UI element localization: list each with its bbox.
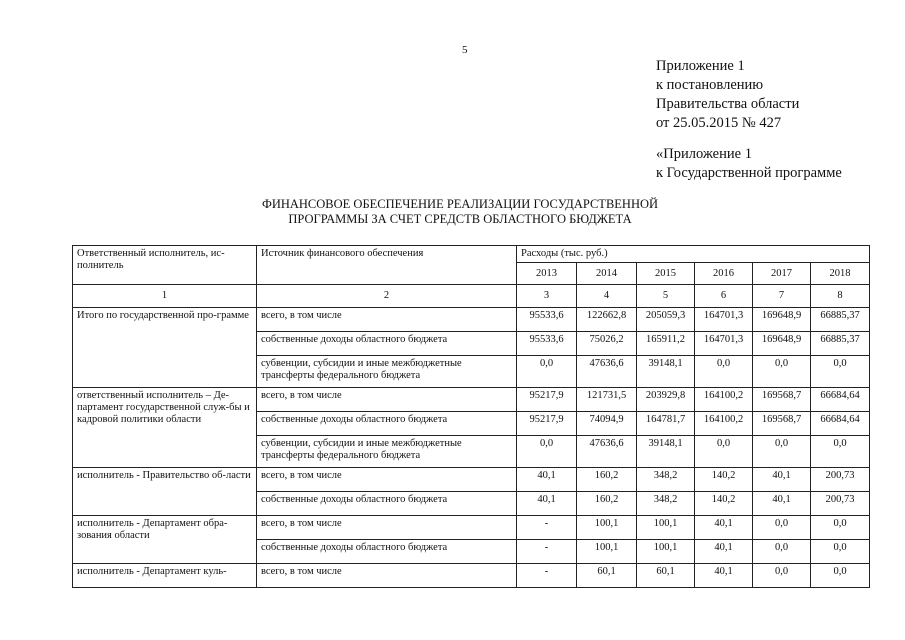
value-cell: 95217,9 [517, 388, 577, 412]
source-cell: всего, в том числе [257, 468, 517, 492]
column-index: 4 [577, 285, 637, 308]
value-cell: 140,2 [695, 492, 753, 516]
value-cell: 203929,8 [637, 388, 695, 412]
value-cell: 169568,7 [753, 388, 811, 412]
value-cell: 47636,6 [577, 436, 637, 468]
value-cell: 100,1 [577, 516, 637, 540]
source-cell: всего, в том числе [257, 308, 517, 332]
value-cell: 160,2 [577, 492, 637, 516]
source-cell: собственные доходы областного бюджета [257, 492, 517, 516]
executor-cell: ответственный исполнитель – Де-партамент государственной служ-бы и кадровой политики области [73, 388, 257, 468]
source-cell: всего, в том числе [257, 564, 517, 588]
value-cell: 40,1 [517, 468, 577, 492]
value-cell: 169648,9 [753, 332, 811, 356]
value-cell: 66885,37 [811, 332, 870, 356]
source-cell: всего, в том числе [257, 516, 517, 540]
value-cell: 74094,9 [577, 412, 637, 436]
header-year: 2015 [637, 263, 695, 285]
source-cell: субвенции, субсидии и иные межбюджетные трансферты федерального бюджета [257, 356, 517, 388]
value-cell: - [517, 516, 577, 540]
value-cell: 348,2 [637, 492, 695, 516]
value-cell: 60,1 [577, 564, 637, 588]
header-year: 2018 [811, 263, 870, 285]
value-cell: 0,0 [811, 564, 870, 588]
value-cell: 95533,6 [517, 332, 577, 356]
header-year: 2013 [517, 263, 577, 285]
value-cell: 95533,6 [517, 308, 577, 332]
value-cell: 164701,3 [695, 308, 753, 332]
value-cell: 39148,1 [637, 436, 695, 468]
value-cell: 40,1 [695, 564, 753, 588]
value-cell: 122662,8 [577, 308, 637, 332]
column-index-row [73, 285, 870, 308]
appendix-line: к постановлению [656, 77, 764, 93]
value-cell: 164100,2 [695, 412, 753, 436]
page-number: 5 [462, 44, 468, 56]
value-cell: 100,1 [637, 516, 695, 540]
financing-table [72, 245, 870, 588]
header-executor: Ответственный исполнитель, ис-полнитель [73, 246, 257, 285]
value-cell: 100,1 [577, 540, 637, 564]
source-cell: собственные доходы областного бюджета [257, 332, 517, 356]
value-cell: 169648,9 [753, 308, 811, 332]
value-cell: 0,0 [695, 356, 753, 388]
value-cell: 0,0 [811, 516, 870, 540]
header-year: 2016 [695, 263, 753, 285]
value-cell: 66684,64 [811, 388, 870, 412]
value-cell: 40,1 [753, 468, 811, 492]
value-cell: 0,0 [517, 436, 577, 468]
value-cell: 0,0 [753, 356, 811, 388]
value-cell: 164100,2 [695, 388, 753, 412]
appendix-line: «Приложение 1 [656, 146, 752, 162]
source-cell: субвенции, субсидии и иные межбюджетные трансферты федерального бюджета [257, 436, 517, 468]
header-expenses: Расходы (тыс. руб.) [517, 246, 870, 263]
value-cell: 0,0 [695, 436, 753, 468]
header-year: 2017 [753, 263, 811, 285]
appendix-line: от 25.05.2015 № 427 [656, 115, 782, 131]
value-cell: 121731,5 [577, 388, 637, 412]
value-cell: 95217,9 [517, 412, 577, 436]
value-cell: 160,2 [577, 468, 637, 492]
value-cell: 169568,7 [753, 412, 811, 436]
value-cell: 60,1 [637, 564, 695, 588]
value-cell: 40,1 [517, 492, 577, 516]
value-cell: 66885,37 [811, 308, 870, 332]
value-cell: 40,1 [753, 492, 811, 516]
value-cell: 0,0 [753, 436, 811, 468]
table-row [73, 308, 870, 332]
value-cell: 0,0 [753, 540, 811, 564]
value-cell: 0,0 [811, 356, 870, 388]
value-cell: - [517, 540, 577, 564]
document-title [150, 197, 770, 227]
appendix-line: Приложение 1 [656, 58, 745, 74]
value-cell: 164781,7 [637, 412, 695, 436]
appendix-block [656, 57, 842, 183]
column-index: 3 [517, 285, 577, 308]
table-row [73, 388, 870, 412]
header-year: 2014 [577, 263, 637, 285]
header-source: Источник финансового обеспечения [257, 246, 517, 285]
value-cell: 164701,3 [695, 332, 753, 356]
source-cell: собственные доходы областного бюджета [257, 540, 517, 564]
title-line: ПРОГРАММЫ ЗА СЧЕТ СРЕДСТВ ОБЛАСТНОГО БЮДЖЕТА [288, 212, 632, 226]
value-cell: 0,0 [811, 436, 870, 468]
value-cell: 200,73 [811, 468, 870, 492]
value-cell: 0,0 [811, 540, 870, 564]
column-index: 5 [637, 285, 695, 308]
value-cell: 40,1 [695, 516, 753, 540]
value-cell: 205059,3 [637, 308, 695, 332]
value-cell: 0,0 [753, 516, 811, 540]
value-cell: 0,0 [753, 564, 811, 588]
table-row [73, 564, 870, 588]
value-cell: - [517, 564, 577, 588]
value-cell: 140,2 [695, 468, 753, 492]
table-row [73, 516, 870, 540]
value-cell: 66684,64 [811, 412, 870, 436]
executor-cell: исполнитель - Правительство об-ласти [73, 468, 257, 516]
table-row [73, 468, 870, 492]
column-index: 2 [257, 285, 517, 308]
appendix-line: Правительства области [656, 96, 800, 112]
column-index: 1 [73, 285, 257, 308]
value-cell: 165911,2 [637, 332, 695, 356]
value-cell: 75026,2 [577, 332, 637, 356]
executor-cell: Итого по государственной про-грамме [73, 308, 257, 388]
executor-cell: исполнитель - Департамент куль- [73, 564, 257, 588]
value-cell: 39148,1 [637, 356, 695, 388]
value-cell: 200,73 [811, 492, 870, 516]
column-index: 8 [811, 285, 870, 308]
title-line: ФИНАНСОВОЕ ОБЕСПЕЧЕНИЕ РЕАЛИЗАЦИИ ГОСУДАРСТВЕННОЙ [261, 197, 659, 211]
column-index: 7 [753, 285, 811, 308]
value-cell: 0,0 [517, 356, 577, 388]
column-index: 6 [695, 285, 753, 308]
executor-cell: исполнитель - Департамент обра-зования области [73, 516, 257, 564]
value-cell: 348,2 [637, 468, 695, 492]
value-cell: 40,1 [695, 540, 753, 564]
appendix-line: к Государственной программе [656, 165, 842, 181]
value-cell: 100,1 [637, 540, 695, 564]
source-cell: собственные доходы областного бюджета [257, 412, 517, 436]
value-cell: 47636,6 [577, 356, 637, 388]
source-cell: всего, в том числе [257, 388, 517, 412]
